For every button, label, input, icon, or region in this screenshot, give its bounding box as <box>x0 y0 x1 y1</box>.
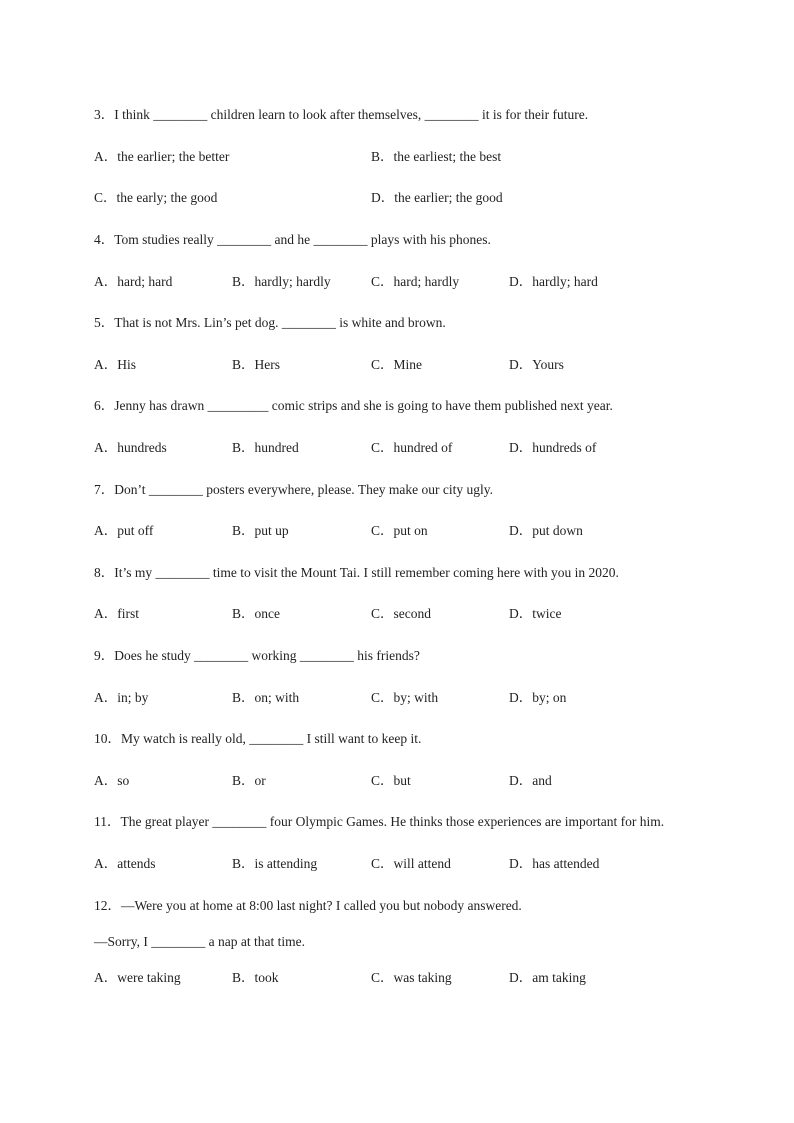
question-6-option-b: B．hundred <box>232 440 299 455</box>
question-12-stem-reply: —Sorry, I ________ a nap at that time. <box>94 934 305 949</box>
question-4-option-b: B．hardly; hardly <box>232 274 331 289</box>
question-4-option-d: D．hardly; hard <box>509 274 598 289</box>
question-6-option-a: A．hundreds <box>94 440 167 455</box>
question-9-stem: 9．Does he study ________ working ________ his friends? <box>94 648 420 663</box>
question-5-option-c: C．Mine <box>371 357 423 372</box>
question-5-option-d: D．Yours <box>509 357 564 372</box>
question-11-option-a: A．attends <box>94 856 156 871</box>
question-12-option-d: D．am taking <box>509 970 586 985</box>
question-7-option-d: D．put down <box>509 523 583 538</box>
question-5-option-b: B．Hers <box>232 357 280 372</box>
question-10-option-a: A．so <box>94 773 130 788</box>
question-8-option-b: B．once <box>232 606 280 621</box>
question-7-option-a: A．put off <box>94 523 154 538</box>
question-3-option-a: A．the earlier; the better <box>94 149 230 164</box>
question-7-option-b: B．put up <box>232 523 289 538</box>
question-8-option-a: A．first <box>94 606 139 621</box>
question-3-option-d: D．the earlier; the good <box>371 190 503 205</box>
question-9-option-c: C．by; with <box>371 690 439 705</box>
question-4-option-c: C．hard; hardly <box>371 274 460 289</box>
question-8-option-d: D．twice <box>509 606 562 621</box>
question-6-stem: 6．Jenny has drawn _________ comic strips and she is going to have them published next year. <box>94 398 613 413</box>
question-12-option-c: C．was taking <box>371 970 452 985</box>
question-5-option-a: A．His <box>94 357 137 372</box>
question-7-option-c: C．put on <box>371 523 428 538</box>
question-11-option-d: D．has attended <box>509 856 600 871</box>
question-10-option-d: D．and <box>509 773 552 788</box>
question-8-stem: 8．It’s my ________ time to visit the Mount Tai. I still remember coming here with you in 2020. <box>94 565 619 580</box>
question-11-stem: 11．The great player ________ four Olympic Games. He thinks those experiences are important for him. <box>94 814 665 829</box>
question-4-stem: 4．Tom studies really ________ and he ________ plays with his phones. <box>94 232 491 247</box>
question-3-option-c: C．the early; the good <box>94 190 218 205</box>
question-10-option-c: C．but <box>371 773 411 788</box>
question-7-stem: 7．Don’t ________ posters everywhere, please. They make our city ugly. <box>94 482 494 497</box>
question-6-option-d: D．hundreds of <box>509 440 597 455</box>
question-9-option-d: D．by; on <box>509 690 567 705</box>
question-6-option-c: C．hundred of <box>371 440 453 455</box>
question-10-stem: 10．My watch is really old, ________ I still want to keep it. <box>94 731 422 746</box>
question-11-option-b: B．is attending <box>232 856 318 871</box>
question-12-option-b: B．took <box>232 970 279 985</box>
question-4-option-a: A．hard; hard <box>94 274 173 289</box>
question-11-option-c: C．will attend <box>371 856 451 871</box>
question-9-option-a: A．in; by <box>94 690 149 705</box>
question-5-stem: 5．That is not Mrs. Lin’s pet dog. ________ is white and brown. <box>94 315 446 330</box>
question-12-option-a: A．were taking <box>94 970 181 985</box>
question-3-option-b: B．the earliest; the best <box>371 149 502 164</box>
question-9-option-b: B．on; with <box>232 690 300 705</box>
question-8-option-c: C．second <box>371 606 431 621</box>
question-3-stem: 3．I think ________ children learn to look after themselves, ________ it is for their future. <box>94 107 589 122</box>
question-10-option-b: B．or <box>232 773 266 788</box>
question-12-stem: 12．—Were you at home at 8:00 last night? I called you but nobody answered. <box>94 898 522 913</box>
